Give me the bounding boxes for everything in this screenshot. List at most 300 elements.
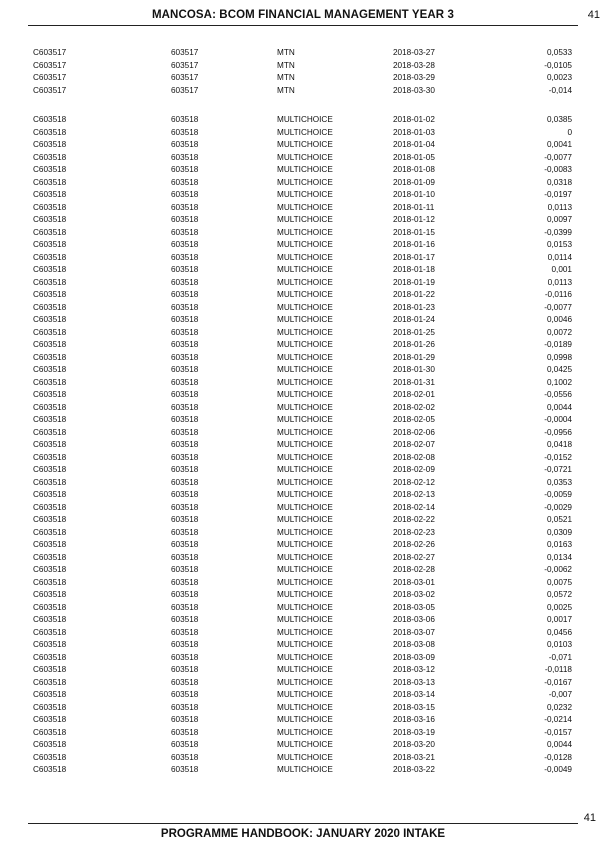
instrument-code-cell: C603518 (33, 465, 67, 474)
share-code-cell: 603518 (171, 377, 199, 387)
company-cell: MULTICHOICE (277, 340, 333, 349)
return-cell: 0,0318 (546, 177, 572, 187)
company-cell: MULTICHOICE (277, 665, 333, 674)
date-cell: 2018-01-17 (393, 252, 435, 262)
instrument-code-cell: C603518 (33, 377, 67, 387)
instrument-code-cell: C603518 (33, 640, 67, 649)
date-cell: 2018-03-01 (393, 577, 435, 587)
return-cell: -0,0116 (544, 290, 572, 299)
instrument-code-cell: C603518 (33, 240, 67, 249)
date-cell: 2018-03-07 (393, 627, 435, 637)
share-code-cell: 603518 (171, 577, 199, 587)
share-code-cell: 603518 (171, 290, 199, 299)
date-cell: 2018-01-31 (393, 377, 435, 387)
return-cell: 0 (567, 127, 572, 137)
return-cell: 0,0456 (546, 627, 572, 637)
table-row (0, 564, 606, 577)
instrument-code-cell: C603518 (33, 527, 67, 537)
company-cell: MULTICHOICE (277, 315, 333, 324)
table-row (0, 364, 606, 377)
share-code-cell: 603518 (171, 740, 199, 749)
share-code-cell: 603518 (171, 427, 199, 437)
date-cell: 2018-02-07 (393, 440, 435, 449)
table-row (0, 764, 606, 777)
return-cell: 0,0153 (546, 240, 572, 249)
company-cell: MULTICHOICE (277, 140, 333, 149)
return-cell: -0,0956 (544, 427, 572, 437)
return-cell: -0,0118 (544, 665, 572, 674)
instrument-code-cell: C603518 (33, 227, 67, 237)
table-row (0, 627, 606, 640)
return-cell: 0,0353 (546, 477, 572, 487)
company-cell: MULTICHOICE (277, 465, 333, 474)
share-code-cell: 603518 (171, 702, 199, 712)
date-cell: 2018-02-06 (393, 427, 435, 437)
date-cell: 2018-02-13 (393, 490, 435, 499)
table-row (0, 289, 606, 302)
instrument-code-cell: C603518 (33, 752, 67, 762)
date-cell: 2018-02-05 (393, 415, 435, 424)
table-row (0, 752, 606, 765)
return-cell: -0,014 (548, 85, 572, 95)
instrument-code-cell: C603518 (33, 690, 67, 699)
share-code-cell: 603518 (171, 590, 199, 599)
table-row (0, 739, 606, 752)
return-cell: 0,001 (551, 265, 572, 274)
share-code-cell: 603517 (171, 85, 199, 95)
table-row (0, 477, 606, 490)
company-cell: MULTICHOICE (277, 227, 333, 237)
return-cell: 0,0017 (546, 615, 572, 624)
company-cell: MULTICHOICE (277, 402, 333, 412)
share-code-cell: 603518 (171, 315, 199, 324)
date-cell: 2018-03-27 (393, 48, 435, 57)
return-cell: -0,0077 (544, 152, 572, 162)
table-row (0, 264, 606, 277)
company-cell: MULTICHOICE (277, 327, 333, 337)
table-row (0, 139, 606, 152)
instrument-code-cell: C603518 (33, 290, 67, 299)
date-cell: 2018-02-14 (393, 502, 435, 512)
table-row (0, 464, 606, 477)
table-row (0, 152, 606, 165)
return-cell: -0,0189 (544, 340, 572, 349)
instrument-code-cell: C603518 (33, 152, 67, 162)
date-cell: 2018-03-21 (393, 752, 435, 762)
company-cell: MULTICHOICE (277, 677, 333, 687)
return-cell: 0,0232 (546, 702, 572, 712)
return-cell: 0,0025 (546, 602, 572, 612)
instrument-code-cell: C603518 (33, 615, 67, 624)
company-cell: MTN (277, 85, 295, 95)
date-cell: 2018-02-09 (393, 465, 435, 474)
return-cell: 0,0097 (546, 215, 572, 224)
return-cell: 0,0572 (546, 590, 572, 599)
instrument-code-cell: C603518 (33, 590, 67, 599)
return-cell: 0,0521 (546, 515, 572, 524)
company-cell: MULTICHOICE (277, 652, 333, 662)
date-cell: 2018-02-26 (393, 540, 435, 549)
date-cell: 2018-03-20 (393, 740, 435, 749)
date-cell: 2018-01-15 (393, 227, 435, 237)
page-number-bottom: 41 (583, 812, 596, 824)
share-code-cell: 603518 (171, 440, 199, 449)
table-row (0, 702, 606, 715)
date-cell: 2018-01-03 (393, 127, 435, 137)
date-cell: 2018-03-13 (393, 677, 435, 687)
table-row (0, 252, 606, 265)
instrument-code-cell: C603518 (33, 252, 67, 262)
table-row (0, 502, 606, 515)
return-cell: 0,0046 (546, 315, 572, 324)
date-cell: 2018-03-09 (393, 652, 435, 662)
company-cell: MULTICHOICE (277, 452, 333, 462)
instrument-code-cell: C603518 (33, 327, 67, 337)
share-code-cell: 603518 (171, 252, 199, 262)
date-cell: 2018-03-29 (393, 73, 435, 82)
instrument-code-cell: C603518 (33, 677, 67, 687)
company-cell: MULTICHOICE (277, 290, 333, 299)
header-rule (28, 25, 578, 26)
instrument-code-cell: C603518 (33, 202, 67, 212)
return-cell: 0,0113 (547, 202, 572, 212)
company-cell: MULTICHOICE (277, 640, 333, 649)
company-cell: MULTICHOICE (277, 477, 333, 487)
date-cell: 2018-03-06 (393, 615, 435, 624)
company-cell: MTN (277, 73, 295, 82)
table-row (0, 664, 606, 677)
table-row (0, 164, 606, 177)
company-cell: MULTICHOICE (277, 627, 333, 637)
instrument-code-cell: C603518 (33, 515, 67, 524)
date-cell: 2018-01-26 (393, 340, 435, 349)
date-cell: 2018-01-10 (393, 190, 435, 199)
instrument-code-cell: C603518 (33, 715, 67, 724)
company-cell: MULTICHOICE (277, 302, 333, 312)
return-cell: 0,0103 (546, 640, 572, 649)
instrument-code-cell: C603518 (33, 190, 67, 199)
share-code-cell: 603518 (171, 677, 199, 687)
share-code-cell: 603518 (171, 177, 199, 187)
share-code-cell: 603518 (171, 615, 199, 624)
return-cell: -0,0105 (544, 60, 572, 70)
company-cell: MTN (277, 48, 295, 57)
share-code-cell: 603518 (171, 502, 199, 512)
page-number-top: 41 (587, 9, 600, 21)
share-code-cell: 603517 (171, 48, 199, 57)
instrument-code-cell: C603518 (33, 452, 67, 462)
share-code-cell: 603518 (171, 165, 199, 174)
share-code-cell: 603518 (171, 227, 199, 237)
company-cell: MULTICHOICE (277, 540, 333, 549)
instrument-code-cell: C603518 (33, 415, 67, 424)
table-row (0, 72, 606, 85)
instrument-code-cell: C603518 (33, 427, 67, 437)
instrument-code-cell: C603518 (33, 127, 67, 137)
company-cell: MULTICHOICE (277, 502, 333, 512)
share-code-cell: 603518 (171, 565, 199, 574)
table-row (0, 639, 606, 652)
share-code-cell: 603518 (171, 390, 199, 399)
share-code-cell: 603518 (171, 352, 199, 362)
share-code-cell: 603518 (171, 127, 199, 137)
company-cell: MULTICHOICE (277, 277, 333, 287)
instrument-code-cell: C603518 (33, 552, 67, 562)
date-cell: 2018-03-15 (393, 702, 435, 712)
share-code-cell: 603517 (171, 60, 199, 70)
date-cell: 2018-03-28 (393, 60, 435, 70)
return-cell: 0,1002 (546, 377, 572, 387)
share-code-cell: 603518 (171, 152, 199, 162)
instrument-code-cell: C603518 (33, 440, 67, 449)
table-row (0, 427, 606, 440)
share-code-cell: 603518 (171, 627, 199, 637)
table-row (0, 189, 606, 202)
share-code-cell: 603518 (171, 215, 199, 224)
table-row (0, 389, 606, 402)
date-cell: 2018-02-02 (393, 402, 435, 412)
company-cell: MULTICHOICE (277, 577, 333, 587)
date-cell: 2018-03-16 (393, 715, 435, 724)
table-row (0, 539, 606, 552)
table-row (0, 214, 606, 227)
company-cell: MTN (277, 60, 295, 70)
instrument-code-cell: C603518 (33, 765, 67, 774)
return-cell: 0,0072 (546, 327, 572, 337)
table-row (0, 577, 606, 590)
share-code-cell: 603518 (171, 652, 199, 662)
share-code-cell: 603518 (171, 340, 199, 349)
instrument-code-cell: C603518 (33, 265, 67, 274)
date-cell: 2018-02-28 (393, 565, 435, 574)
page-header-title: MANCOSA: BCOM FINANCIAL MANAGEMENT YEAR 3 (151, 9, 455, 21)
company-cell: MULTICHOICE (277, 165, 333, 174)
date-cell: 2018-01-02 (393, 115, 435, 124)
return-cell: 0,0075 (546, 577, 572, 587)
date-cell: 2018-01-12 (393, 215, 435, 224)
company-cell: MULTICHOICE (277, 252, 333, 262)
company-cell: MULTICHOICE (277, 440, 333, 449)
share-code-cell: 603518 (171, 690, 199, 699)
table-row (0, 127, 606, 140)
date-cell: 2018-01-16 (393, 240, 435, 249)
instrument-code-cell: C603518 (33, 540, 67, 549)
share-code-cell: 603518 (171, 640, 199, 649)
date-cell: 2018-03-14 (393, 690, 435, 699)
return-cell: 0,0114 (547, 252, 572, 262)
company-cell: MULTICHOICE (277, 690, 333, 699)
instrument-code-cell: C603518 (33, 215, 67, 224)
return-cell: -0,0167 (544, 677, 572, 687)
table-row (0, 689, 606, 702)
table-row (0, 239, 606, 252)
table-row (0, 589, 606, 602)
share-code-cell: 603518 (171, 715, 199, 724)
company-cell: MULTICHOICE (277, 515, 333, 524)
share-code-cell: 603518 (171, 602, 199, 612)
return-cell: -0,007 (548, 690, 572, 699)
instrument-code-cell: C603517 (33, 48, 67, 57)
instrument-code-cell: C603518 (33, 402, 67, 412)
return-cell: 0,0041 (546, 140, 572, 149)
share-code-cell: 603518 (171, 190, 199, 199)
instrument-code-cell: C603518 (33, 115, 67, 124)
return-cell: -0,0214 (544, 715, 572, 724)
company-cell: MULTICHOICE (277, 177, 333, 187)
table-row (0, 527, 606, 540)
date-cell: 2018-03-02 (393, 590, 435, 599)
date-cell: 2018-01-24 (393, 315, 435, 324)
table-row (0, 60, 606, 73)
share-code-cell: 603518 (171, 302, 199, 312)
share-code-cell: 603517 (171, 73, 199, 82)
company-cell: MULTICHOICE (277, 377, 333, 387)
date-cell: 2018-02-12 (393, 477, 435, 487)
table-row (0, 489, 606, 502)
date-cell: 2018-01-09 (393, 177, 435, 187)
return-cell: -0,0157 (544, 727, 572, 737)
return-cell: 0,0113 (547, 277, 572, 287)
date-cell: 2018-03-08 (393, 640, 435, 649)
company-cell: MULTICHOICE (277, 365, 333, 374)
share-code-cell: 603518 (171, 665, 199, 674)
return-cell: -0,0059 (544, 490, 572, 499)
date-cell: 2018-03-22 (393, 765, 435, 774)
company-cell: MULTICHOICE (277, 615, 333, 624)
table-row (0, 652, 606, 665)
instrument-code-cell: C603518 (33, 502, 67, 512)
table-row (0, 352, 606, 365)
table-row (0, 47, 606, 60)
instrument-code-cell: C603518 (33, 565, 67, 574)
company-cell: MULTICHOICE (277, 127, 333, 137)
company-cell: MULTICHOICE (277, 527, 333, 537)
table-row (0, 414, 606, 427)
instrument-code-cell: C603518 (33, 577, 67, 587)
date-cell: 2018-03-19 (393, 727, 435, 737)
return-cell: -0,0049 (544, 765, 572, 774)
table-row (0, 314, 606, 327)
share-code-cell: 603518 (171, 415, 199, 424)
company-cell: MULTICHOICE (277, 265, 333, 274)
share-code-cell: 603518 (171, 265, 199, 274)
company-cell: MULTICHOICE (277, 427, 333, 437)
company-cell: MULTICHOICE (277, 115, 333, 124)
return-cell: -0,0128 (544, 752, 572, 762)
company-cell: MULTICHOICE (277, 590, 333, 599)
instrument-code-cell: C603517 (33, 85, 67, 95)
table-row (0, 602, 606, 615)
share-code-cell: 603518 (171, 277, 199, 287)
company-cell: MULTICHOICE (277, 702, 333, 712)
return-cell: -0,0152 (544, 452, 572, 462)
company-cell: MULTICHOICE (277, 415, 333, 424)
return-cell: -0,0077 (544, 302, 572, 312)
instrument-code-cell: C603518 (33, 477, 67, 487)
return-cell: 0,0533 (546, 48, 572, 57)
table-row (0, 402, 606, 415)
return-cell: 0,0023 (546, 73, 572, 82)
return-cell: -0,0556 (544, 390, 572, 399)
table-row (0, 277, 606, 290)
date-cell: 2018-02-01 (393, 390, 435, 399)
instrument-code-cell: C603518 (33, 602, 67, 612)
return-cell: -0,0399 (544, 227, 572, 237)
table-row (0, 114, 606, 127)
instrument-code-cell: C603518 (33, 702, 67, 712)
company-cell: MULTICHOICE (277, 215, 333, 224)
company-cell: MULTICHOICE (277, 552, 333, 562)
instrument-code-cell: C603518 (33, 165, 67, 174)
table-row (0, 677, 606, 690)
instrument-code-cell: C603518 (33, 177, 67, 187)
date-cell: 2018-02-23 (393, 527, 435, 537)
table-row (0, 327, 606, 340)
company-cell: MULTICHOICE (277, 727, 333, 737)
return-cell: 0,0309 (546, 527, 572, 537)
return-cell: 0,0425 (546, 365, 572, 374)
table-row (0, 177, 606, 190)
share-code-cell: 603518 (171, 527, 199, 537)
share-code-cell: 603518 (171, 752, 199, 762)
table-row (0, 614, 606, 627)
company-cell: MULTICHOICE (277, 490, 333, 499)
date-cell: 2018-01-11 (393, 202, 435, 212)
return-cell: 0,0418 (546, 440, 572, 449)
company-cell: MULTICHOICE (277, 240, 333, 249)
share-code-cell: 603518 (171, 365, 199, 374)
company-cell: MULTICHOICE (277, 352, 333, 362)
date-cell: 2018-01-19 (393, 277, 435, 287)
table-row (0, 514, 606, 527)
return-cell: -0,071 (548, 652, 572, 662)
share-code-cell: 603518 (171, 240, 199, 249)
company-cell: MULTICHOICE (277, 740, 333, 749)
return-cell: 0,0385 (546, 115, 572, 124)
date-cell: 2018-01-23 (393, 302, 435, 312)
page-footer-title: PROGRAMME HANDBOOK: JANUARY 2020 INTAKE (160, 828, 446, 840)
table-row (0, 302, 606, 315)
return-cell: -0,0004 (544, 415, 572, 424)
table-row (0, 85, 606, 98)
instrument-code-cell: C603518 (33, 390, 67, 399)
share-code-cell: 603518 (171, 465, 199, 474)
return-cell: -0,0029 (544, 502, 572, 512)
return-cell: -0,0083 (544, 165, 572, 174)
date-cell: 2018-01-04 (393, 140, 435, 149)
return-cell: -0,0197 (544, 190, 572, 199)
date-cell: 2018-01-05 (393, 152, 435, 162)
date-cell: 2018-01-22 (393, 290, 435, 299)
company-cell: MULTICHOICE (277, 152, 333, 162)
instrument-code-cell: C603518 (33, 652, 67, 662)
return-cell: -0,0062 (544, 565, 572, 574)
return-cell: 0,0163 (546, 540, 572, 549)
company-cell: MULTICHOICE (277, 715, 333, 724)
share-code-cell: 603518 (171, 765, 199, 774)
table-row (0, 452, 606, 465)
return-cell: 0,0044 (546, 740, 572, 749)
share-code-cell: 603518 (171, 490, 199, 499)
instrument-code-cell: C603518 (33, 277, 67, 287)
instrument-code-cell: C603518 (33, 727, 67, 737)
company-cell: MULTICHOICE (277, 765, 333, 774)
company-cell: MULTICHOICE (277, 390, 333, 399)
share-code-cell: 603518 (171, 477, 199, 487)
instrument-code-cell: C603517 (33, 60, 67, 70)
share-code-cell: 603518 (171, 540, 199, 549)
instrument-code-cell: C603518 (33, 365, 67, 374)
